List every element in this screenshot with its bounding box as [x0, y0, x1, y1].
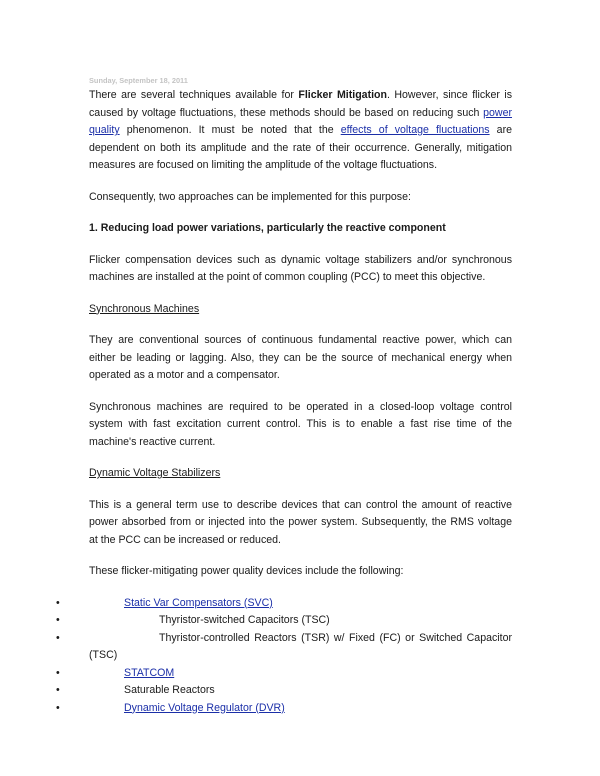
list-item — [56, 612, 512, 630]
bullet-icon: • — [56, 666, 60, 679]
list-intro-paragraph: These flicker-mitigating power quality devices include the following: — [89, 565, 404, 577]
saturable-reactors-text: Saturable Reactors — [124, 684, 215, 696]
intro-bold-term: Flicker Mitigation — [298, 89, 387, 101]
synchronous-machines-heading: Synchronous Machines — [89, 302, 200, 315]
dynamic-voltage-stabilizers-heading: Dynamic Voltage Stabilizers — [89, 467, 221, 479]
intro-text-1: There are several techniques available for — [89, 89, 299, 101]
voltage-fluctuations-link[interactable]: effects of voltage fluctuations — [340, 124, 490, 136]
dvr-link[interactable]: Dynamic Voltage Regulator (DVR) — [124, 701, 285, 714]
document-page — [56, 76, 512, 717]
tsc-text: Thyristor-switched Capacitors (TSC) — [159, 614, 330, 626]
intro-text-2: . However, since flicker is caused by voltage fluctuations, these methods should be based on reducing such — [89, 89, 512, 119]
sync-paragraph-1: They are conventional sources of continuous fundamental reactive power, which can either be leading or lagging. Also, they can be the source of mechanical energy when operated as a motor and a compensator. — [89, 334, 512, 381]
section-heading: 1. Reducing load power variations, particularly the reactive component — [89, 222, 446, 234]
list-item — [56, 595, 512, 613]
intro-text-4: are dependent on both its amplitude and the rate of their occurrence. Generally, mitigation measures are focused on limiting the amplitude of the voltage fluctuations. — [89, 124, 512, 171]
bullet-icon: • — [56, 631, 60, 644]
power-quality-link[interactable]: power quality — [89, 106, 512, 136]
list-item — [56, 700, 512, 718]
dvs-paragraph: This is a general term use to describe devices that can control the amount of reactive power absorbed from or injected into the power system. Subsequently, the RMS voltage at the PCC can be increased or reduced. — [89, 498, 512, 546]
bullet-icon: • — [56, 684, 60, 696]
bullet-icon: • — [56, 596, 60, 609]
tcr-text: Thyristor-controlled Reactors (TSR) w/ Fixed (FC) or Switched Capacitor (TSC) — [89, 631, 512, 661]
post-date: Sunday, September 18, 2011 — [89, 76, 188, 85]
bullet-icon: • — [56, 614, 60, 626]
flicker-paragraph: Flicker compensation devices such as dynamic voltage stabilizers and/or synchronous machines are installed at the point of common coupling (PCC) to meet this objective. — [89, 253, 512, 283]
intro-text-3: phenomenon. It must be noted that the — [119, 124, 341, 136]
list-item — [56, 665, 512, 683]
list-item — [56, 682, 512, 700]
statcom-link[interactable]: STATCOM — [124, 666, 175, 679]
consequently-paragraph: Consequently, two approaches can be implemented for this purpose: — [89, 190, 411, 203]
bullet-icon: • — [56, 701, 60, 714]
svc-link[interactable]: Static Var Compensators (SVC) — [124, 596, 273, 609]
sync-paragraph-2: Synchronous machines are required to be operated in a closed-loop voltage control system with fast excitation current control. This is to enable a fast rise time of the machine's reactive current. — [89, 400, 512, 448]
device-list — [56, 595, 512, 718]
list-item — [56, 630, 512, 665]
intro-paragraph — [89, 87, 512, 175]
